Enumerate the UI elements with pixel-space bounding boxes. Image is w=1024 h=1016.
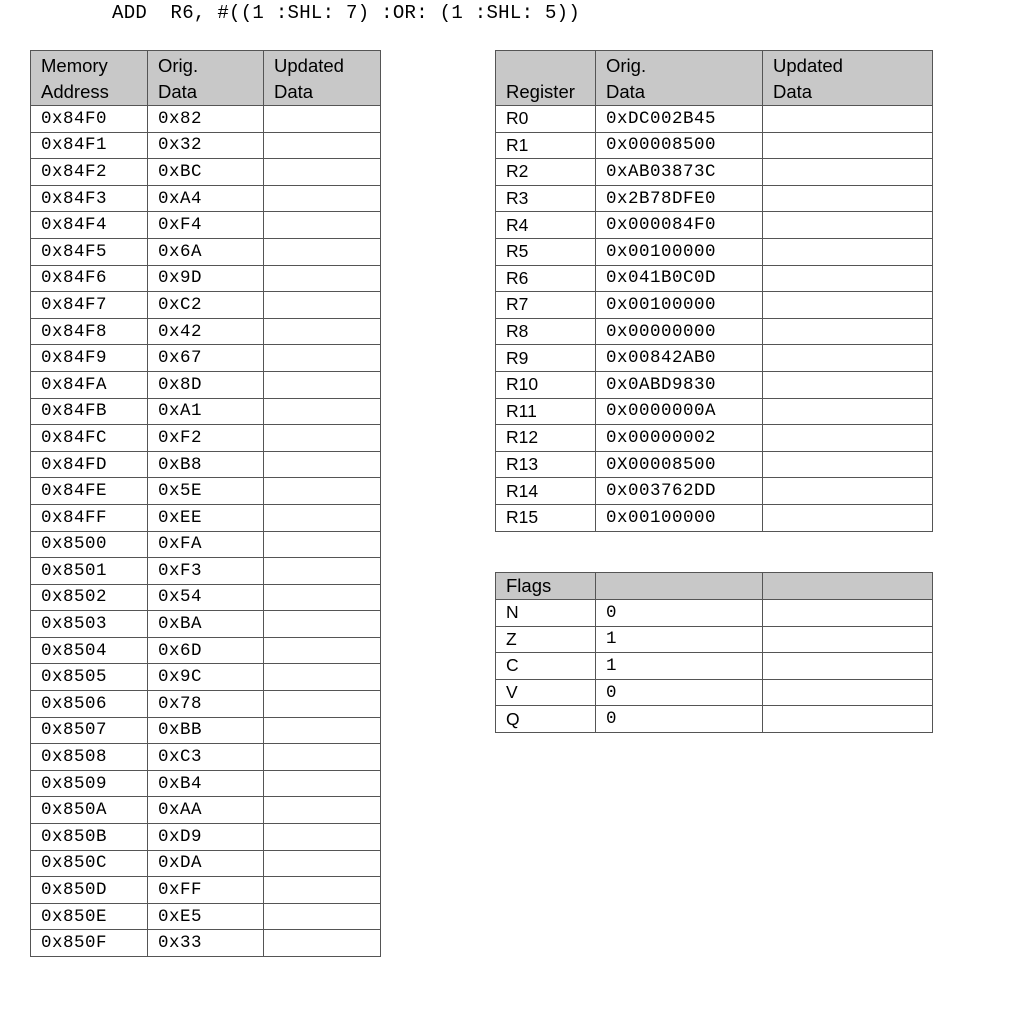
memory-row-orig-data: 0xB8 xyxy=(148,451,264,478)
memory-row-updated-data[interactable] xyxy=(264,159,381,186)
register-row-orig-data: 0x00842AB0 xyxy=(596,345,763,372)
memory-row-orig-data: 0xF2 xyxy=(148,425,264,452)
memory-row-label: 0x8509 xyxy=(31,770,148,797)
memory-table xyxy=(30,50,381,957)
register-row-updated-data[interactable] xyxy=(763,212,933,239)
register-row-updated-data[interactable] xyxy=(763,238,933,265)
memory-row xyxy=(31,770,381,797)
memory-updated-data-header: Updated Data xyxy=(264,51,381,106)
memory-table-header xyxy=(31,51,381,106)
register-row-label: R4 xyxy=(496,212,596,239)
register-row-orig-data: 0x00100000 xyxy=(596,238,763,265)
memory-row-orig-data: 0x9C xyxy=(148,664,264,691)
register-row-label: R12 xyxy=(496,425,596,452)
memory-row xyxy=(31,797,381,824)
memory-row-updated-data[interactable] xyxy=(264,744,381,771)
flags-header: Flags xyxy=(496,573,596,600)
memory-row-updated-data[interactable] xyxy=(264,318,381,345)
memory-row-orig-data: 0x6A xyxy=(148,238,264,265)
memory-row-orig-data: 0xF3 xyxy=(148,558,264,585)
memory-row-orig-data: 0xBA xyxy=(148,611,264,638)
register-row xyxy=(496,345,933,372)
register-row xyxy=(496,292,933,319)
flag-row xyxy=(496,626,933,653)
memory-row-orig-data: 0x82 xyxy=(148,106,264,133)
memory-row-updated-data[interactable] xyxy=(264,717,381,744)
memory-row-label: 0x84F5 xyxy=(31,238,148,265)
memory-row-orig-data: 0x5E xyxy=(148,478,264,505)
memory-row xyxy=(31,265,381,292)
register-row-label: R13 xyxy=(496,451,596,478)
memory-row-label: 0x8507 xyxy=(31,717,148,744)
register-row xyxy=(496,159,933,186)
memory-row xyxy=(31,664,381,691)
register-row-label: R8 xyxy=(496,318,596,345)
memory-row-orig-data: 0xF4 xyxy=(148,212,264,239)
register-row-updated-data[interactable] xyxy=(763,451,933,478)
memory-row-label: 0x8508 xyxy=(31,744,148,771)
memory-row xyxy=(31,318,381,345)
memory-row-orig-data: 0xFF xyxy=(148,877,264,904)
memory-row-label: 0x8506 xyxy=(31,691,148,718)
memory-row-orig-data: 0x78 xyxy=(148,691,264,718)
memory-row-orig-data: 0xE5 xyxy=(148,903,264,930)
memory-row xyxy=(31,212,381,239)
memory-row-updated-data[interactable] xyxy=(264,531,381,558)
flag-row-updated-data[interactable] xyxy=(763,706,933,733)
register-row-label: R1 xyxy=(496,132,596,159)
register-orig-data-header: Orig. Data xyxy=(596,51,763,106)
memory-row-orig-data: 0xC2 xyxy=(148,292,264,319)
memory-row-label: 0x84FC xyxy=(31,425,148,452)
memory-row-label: 0x8500 xyxy=(31,531,148,558)
memory-row-orig-data: 0xAA xyxy=(148,797,264,824)
register-row-label: R14 xyxy=(496,478,596,505)
memory-row-updated-data[interactable] xyxy=(264,611,381,638)
memory-row-updated-data[interactable] xyxy=(264,584,381,611)
flag-row-updated-data[interactable] xyxy=(763,653,933,680)
flag-row-orig-data: 0 xyxy=(596,600,763,627)
memory-row-orig-data: 0x8D xyxy=(148,371,264,398)
register-row-updated-data[interactable] xyxy=(763,185,933,212)
memory-row-label: 0x84F8 xyxy=(31,318,148,345)
register-header: Register xyxy=(496,51,596,106)
memory-row-label: 0x84F2 xyxy=(31,159,148,186)
flags-value-header xyxy=(596,573,763,600)
flags-table xyxy=(495,572,933,733)
memory-row-updated-data[interactable] xyxy=(264,132,381,159)
memory-row-updated-data[interactable] xyxy=(264,425,381,452)
memory-row-orig-data: 0x42 xyxy=(148,318,264,345)
memory-row-updated-data[interactable] xyxy=(264,637,381,664)
register-row xyxy=(496,478,933,505)
register-row-label: R15 xyxy=(496,504,596,531)
register-row-label: R7 xyxy=(496,292,596,319)
memory-row-updated-data[interactable] xyxy=(264,877,381,904)
memory-row xyxy=(31,744,381,771)
memory-row-orig-data: 0x32 xyxy=(148,132,264,159)
register-row-orig-data: 0x0ABD9830 xyxy=(596,371,763,398)
memory-row xyxy=(31,850,381,877)
memory-row xyxy=(31,185,381,212)
flag-row-updated-data[interactable] xyxy=(763,600,933,627)
memory-row-updated-data[interactable] xyxy=(264,770,381,797)
memory-row-label: 0x84FB xyxy=(31,398,148,425)
memory-row-label: 0x8503 xyxy=(31,611,148,638)
memory-row-updated-data[interactable] xyxy=(264,664,381,691)
memory-row-orig-data: 0xBB xyxy=(148,717,264,744)
memory-row-label: 0x850A xyxy=(31,797,148,824)
memory-row xyxy=(31,345,381,372)
memory-address-header: Memory Address xyxy=(31,51,148,106)
flag-row-orig-data: 0 xyxy=(596,679,763,706)
register-row-label: R9 xyxy=(496,345,596,372)
memory-row-label: 0x84F1 xyxy=(31,132,148,159)
flag-row xyxy=(496,706,933,733)
flag-row-orig-data: 1 xyxy=(596,626,763,653)
register-row-updated-data[interactable] xyxy=(763,478,933,505)
register-row-updated-data[interactable] xyxy=(763,504,933,531)
memory-row-updated-data[interactable] xyxy=(264,292,381,319)
register-row-updated-data[interactable] xyxy=(763,425,933,452)
memory-row-updated-data[interactable] xyxy=(264,106,381,133)
memory-row-updated-data[interactable] xyxy=(264,691,381,718)
memory-row xyxy=(31,531,381,558)
memory-row xyxy=(31,824,381,851)
flag-row-updated-data[interactable] xyxy=(763,626,933,653)
memory-row-orig-data: 0xB4 xyxy=(148,770,264,797)
memory-row-orig-data: 0xA1 xyxy=(148,398,264,425)
memory-row xyxy=(31,451,381,478)
register-row-label: R5 xyxy=(496,238,596,265)
memory-row xyxy=(31,106,381,133)
memory-row-label: 0x84F9 xyxy=(31,345,148,372)
register-row xyxy=(496,265,933,292)
memory-row-updated-data[interactable] xyxy=(264,238,381,265)
memory-row xyxy=(31,504,381,531)
memory-row-label: 0x8504 xyxy=(31,637,148,664)
register-row xyxy=(496,425,933,452)
register-row xyxy=(496,185,933,212)
register-row xyxy=(496,106,933,133)
register-row-label: R6 xyxy=(496,265,596,292)
register-row xyxy=(496,398,933,425)
memory-row-orig-data: 0xD9 xyxy=(148,824,264,851)
memory-row-updated-data[interactable] xyxy=(264,371,381,398)
memory-row-updated-data[interactable] xyxy=(264,398,381,425)
register-row xyxy=(496,451,933,478)
register-row-orig-data: 0X00008500 xyxy=(596,451,763,478)
register-row-updated-data[interactable] xyxy=(763,398,933,425)
flag-row xyxy=(496,600,933,627)
register-row-orig-data: 0x00008500 xyxy=(596,132,763,159)
register-row-label: R0 xyxy=(496,106,596,133)
flag-row-label: V xyxy=(496,679,596,706)
memory-row-orig-data: 0xC3 xyxy=(148,744,264,771)
register-row-label: R10 xyxy=(496,371,596,398)
memory-row-updated-data[interactable] xyxy=(264,930,381,957)
memory-row-label: 0x8501 xyxy=(31,558,148,585)
memory-row-updated-data[interactable] xyxy=(264,504,381,531)
memory-row xyxy=(31,425,381,452)
memory-row xyxy=(31,132,381,159)
memory-row-orig-data: 0xFA xyxy=(148,531,264,558)
register-row-orig-data: 0x00100000 xyxy=(596,292,763,319)
memory-row-updated-data[interactable] xyxy=(264,451,381,478)
memory-row-orig-data: 0xDA xyxy=(148,850,264,877)
memory-row xyxy=(31,371,381,398)
register-row-orig-data: 0x0000000A xyxy=(596,398,763,425)
register-row-orig-data: 0x00000002 xyxy=(596,425,763,452)
register-row xyxy=(496,212,933,239)
memory-row-updated-data[interactable] xyxy=(264,478,381,505)
memory-row-orig-data: 0x54 xyxy=(148,584,264,611)
memory-row-label: 0x850F xyxy=(31,930,148,957)
flag-row-label: Q xyxy=(496,706,596,733)
memory-row xyxy=(31,930,381,957)
flags-updated-header xyxy=(763,573,933,600)
memory-row-label: 0x84FA xyxy=(31,371,148,398)
memory-row-label: 0x850E xyxy=(31,903,148,930)
register-updated-data-header: Updated Data xyxy=(763,51,933,106)
memory-row xyxy=(31,717,381,744)
register-row-label: R11 xyxy=(496,398,596,425)
memory-row-label: 0x84F6 xyxy=(31,265,148,292)
memory-row xyxy=(31,691,381,718)
register-row-orig-data: 0x000084F0 xyxy=(596,212,763,239)
memory-row-updated-data[interactable] xyxy=(264,265,381,292)
memory-row-updated-data[interactable] xyxy=(264,797,381,824)
register-row-updated-data[interactable] xyxy=(763,371,933,398)
memory-row-updated-data[interactable] xyxy=(264,850,381,877)
memory-row-orig-data: 0x33 xyxy=(148,930,264,957)
register-row xyxy=(496,318,933,345)
memory-row-updated-data[interactable] xyxy=(264,212,381,239)
memory-row-label: 0x84F0 xyxy=(31,106,148,133)
register-row-updated-data[interactable] xyxy=(763,292,933,319)
register-row-orig-data: 0x00000000 xyxy=(596,318,763,345)
flag-row xyxy=(496,679,933,706)
register-row-updated-data[interactable] xyxy=(763,132,933,159)
flag-row xyxy=(496,653,933,680)
memory-row xyxy=(31,558,381,585)
memory-row-label: 0x84FF xyxy=(31,504,148,531)
register-row-orig-data: 0x00100000 xyxy=(596,504,763,531)
register-table xyxy=(495,50,933,532)
flag-row-label: Z xyxy=(496,626,596,653)
memory-row-orig-data: 0xA4 xyxy=(148,185,264,212)
register-row-orig-data: 0xDC002B45 xyxy=(596,106,763,133)
register-row xyxy=(496,238,933,265)
register-row-orig-data: 0xAB03873C xyxy=(596,159,763,186)
flag-row-updated-data[interactable] xyxy=(763,679,933,706)
register-row-orig-data: 0x2B78DFE0 xyxy=(596,185,763,212)
memory-row xyxy=(31,903,381,930)
register-row-orig-data: 0x003762DD xyxy=(596,478,763,505)
flags-table-header xyxy=(496,573,933,600)
memory-row-updated-data[interactable] xyxy=(264,824,381,851)
memory-row-orig-data: 0x6D xyxy=(148,637,264,664)
memory-row xyxy=(31,611,381,638)
flag-row-orig-data: 0 xyxy=(596,706,763,733)
memory-orig-data-header: Orig. Data xyxy=(148,51,264,106)
memory-row-updated-data[interactable] xyxy=(264,185,381,212)
flag-row-label: N xyxy=(496,600,596,627)
flag-row-orig-data: 1 xyxy=(596,653,763,680)
memory-row-label: 0x84FE xyxy=(31,478,148,505)
register-row-label: R3 xyxy=(496,185,596,212)
register-row-orig-data: 0x041B0C0D xyxy=(596,265,763,292)
memory-row-label: 0x84F3 xyxy=(31,185,148,212)
register-row-updated-data[interactable] xyxy=(763,265,933,292)
memory-row-updated-data[interactable] xyxy=(264,345,381,372)
register-row-updated-data[interactable] xyxy=(763,318,933,345)
memory-row-label: 0x850B xyxy=(31,824,148,851)
memory-row-label: 0x84F7 xyxy=(31,292,148,319)
register-row-updated-data[interactable] xyxy=(763,159,933,186)
register-row-label: R2 xyxy=(496,159,596,186)
memory-row-label: 0x8505 xyxy=(31,664,148,691)
memory-row-label: 0x850C xyxy=(31,850,148,877)
memory-row xyxy=(31,877,381,904)
memory-row xyxy=(31,478,381,505)
memory-row-label: 0x850D xyxy=(31,877,148,904)
memory-row xyxy=(31,238,381,265)
memory-row-label: 0x84FD xyxy=(31,451,148,478)
memory-row-label: 0x8502 xyxy=(31,584,148,611)
memory-row xyxy=(31,584,381,611)
memory-row-orig-data: 0xBC xyxy=(148,159,264,186)
register-row xyxy=(496,132,933,159)
memory-row-orig-data: 0x67 xyxy=(148,345,264,372)
memory-row-orig-data: 0x9D xyxy=(148,265,264,292)
memory-row xyxy=(31,159,381,186)
register-table-header xyxy=(496,51,933,106)
memory-row xyxy=(31,398,381,425)
memory-row xyxy=(31,292,381,319)
instruction-text: ADD R6, #((1 :SHL: 7) :OR: (1 :SHL: 5)) xyxy=(112,2,581,24)
register-row xyxy=(496,504,933,531)
register-row-updated-data[interactable] xyxy=(763,345,933,372)
register-row xyxy=(496,371,933,398)
memory-row-label: 0x84F4 xyxy=(31,212,148,239)
flag-row-label: C xyxy=(496,653,596,680)
memory-row xyxy=(31,637,381,664)
memory-row-orig-data: 0xEE xyxy=(148,504,264,531)
memory-row-updated-data[interactable] xyxy=(264,903,381,930)
register-row-updated-data[interactable] xyxy=(763,106,933,133)
memory-row-updated-data[interactable] xyxy=(264,558,381,585)
